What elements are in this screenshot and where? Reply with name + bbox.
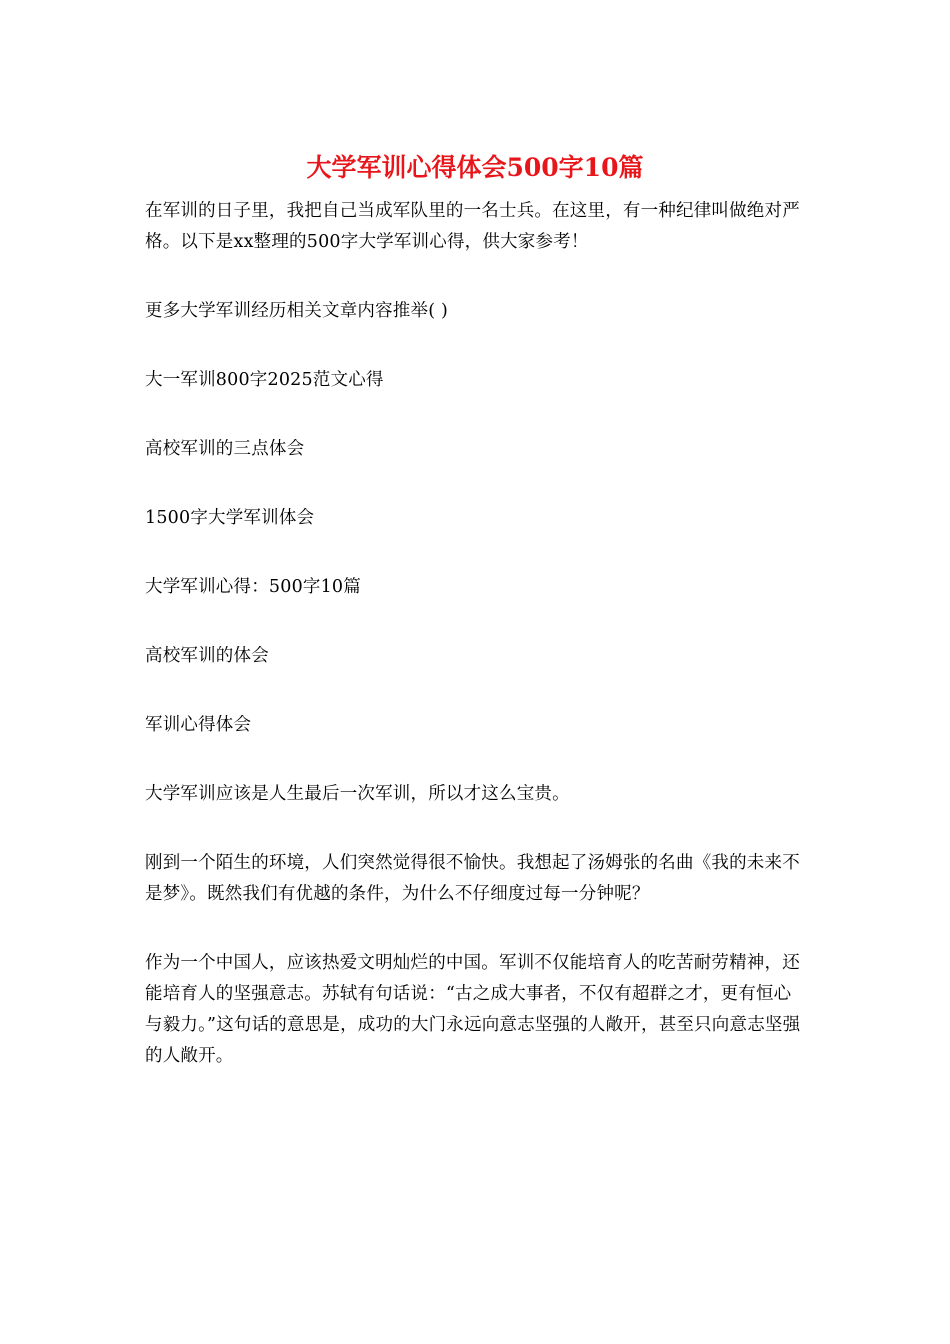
paragraph-more-articles: 更多大学军训经历相关文章内容推举( ): [145, 301, 449, 321]
related-link-2: 高校军训的三点体会: [145, 439, 305, 459]
document-body: [145, 196, 805, 1110]
related-link-4: 大学军训心得：500字10篇: [145, 577, 361, 597]
paragraph-body-3: 作为一个中国人，应该热爱文明灿烂的中国。军训不仅能培育人的吃苦耐劳精神，还能培育人的坚强意志。苏轼有句话说：“古之成大事者，不仅有超群之才，更有恒心与毅力。”这句话的意思是，成功的大门永远向意志坚强的人敞开，甚至只向意志坚强的人敞开。: [145, 953, 801, 1066]
section-heading: 军训心得体会: [145, 715, 252, 735]
paragraph-intro: 在军训的日子里，我把自己当成军队里的一名士兵。在这里，有一种纪律叫做绝对严格。以下是xx整理的500字大学军训心得，供大家参考！: [145, 201, 800, 252]
document-title: 大学军训心得体会500字10篇: [306, 153, 644, 182]
related-link-1: 大一军训800字2025范文心得: [145, 370, 384, 390]
related-link-5: 高校军训的体会: [145, 646, 269, 666]
paragraph-body-2: 刚到一个陌生的环境，人们突然觉得很不愉快。我想起了汤姆张的名曲《我的未来不是梦》。既然我们有优越的条件，为什么不仔细度过每一分钟呢？: [145, 853, 800, 904]
related-link-3: 1500字大学军训体会: [145, 508, 315, 528]
paragraph-body-1: 大学军训应该是人生最后一次军训，所以才这么宝贵。: [145, 784, 570, 804]
